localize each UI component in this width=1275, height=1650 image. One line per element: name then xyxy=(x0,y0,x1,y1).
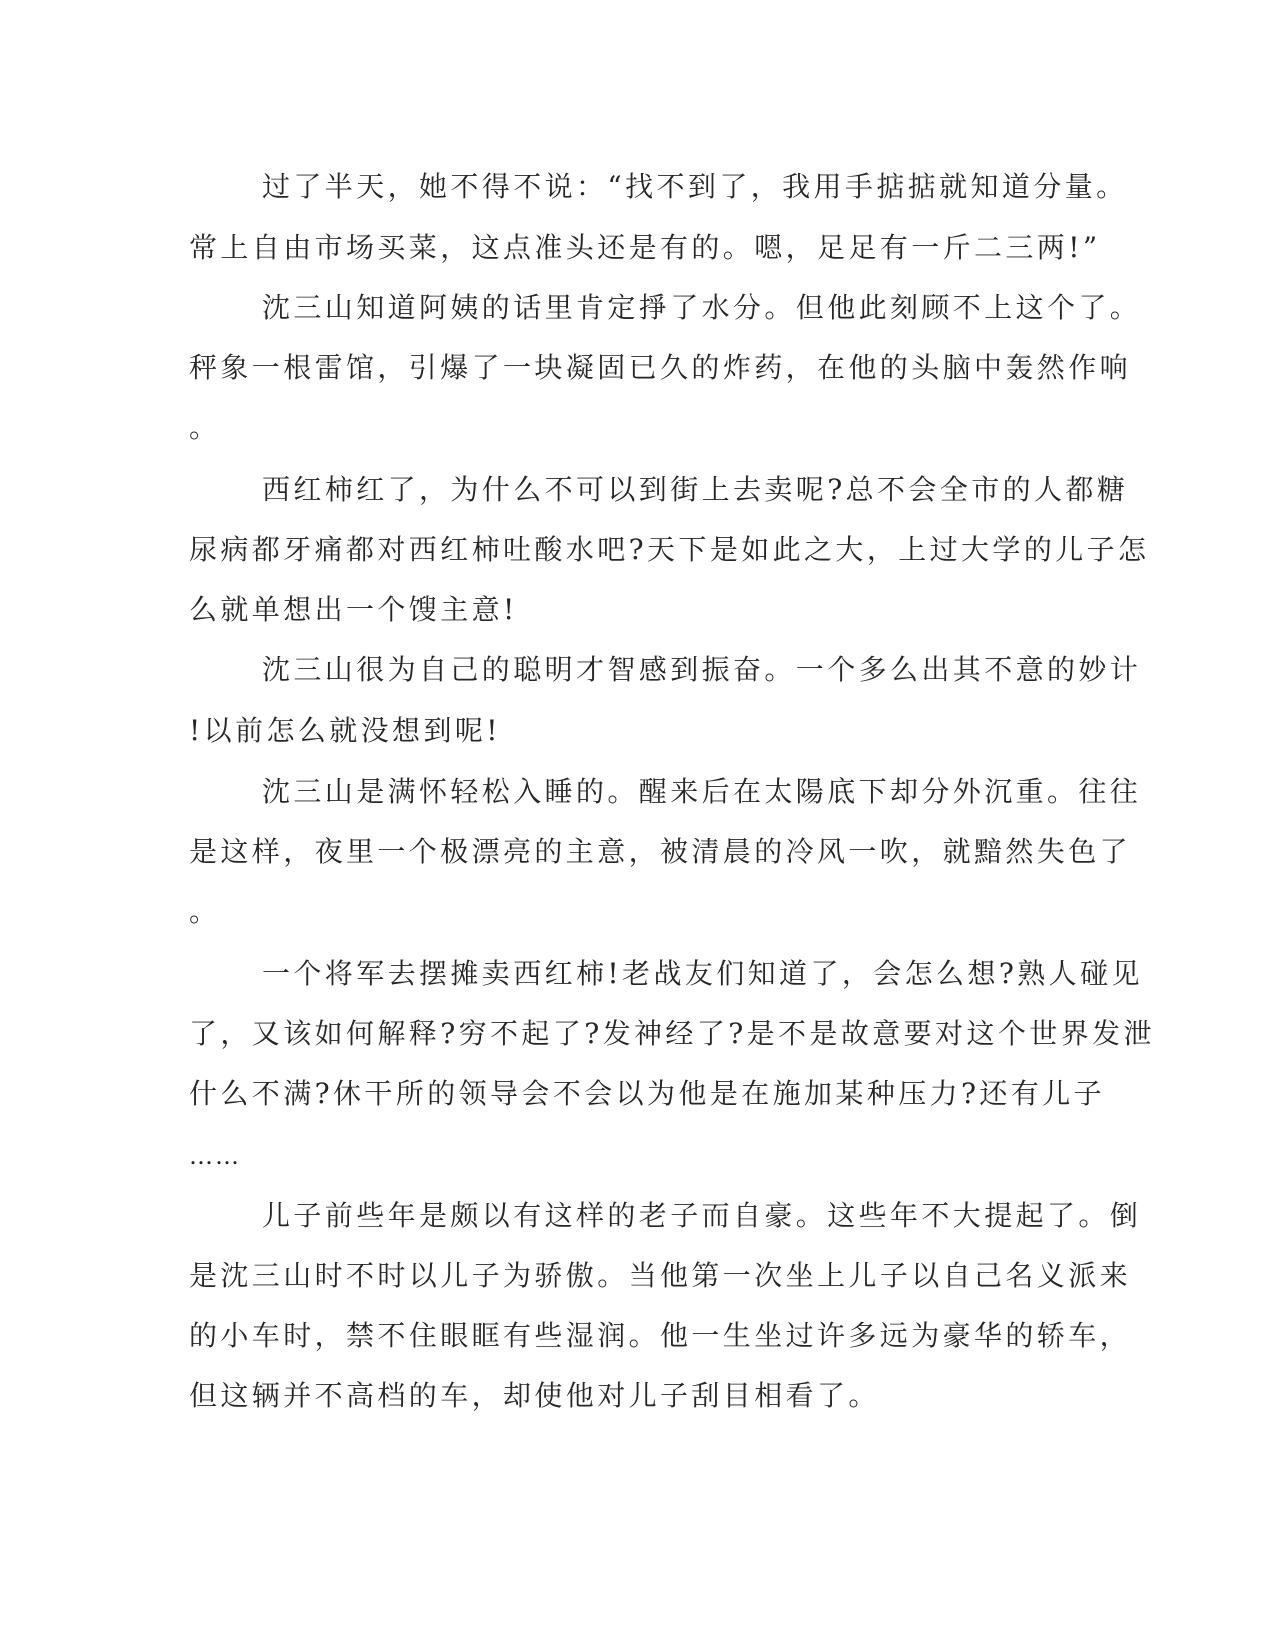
text-line: 尿病都牙痛都对西红柿吐酸水吧?天下是如此之大，上过大学的儿子怎 xyxy=(189,533,1150,566)
text-line: …… xyxy=(189,1142,241,1170)
text-line: 是沈三山时不时以儿子为骄傲。当他第一次坐上儿子以自己名义派来 xyxy=(189,1259,1132,1292)
text-line: 。 xyxy=(189,411,221,444)
text-line: 什么不满?休干所的领导会不会以为他是在施加某种压力?还有儿子 xyxy=(189,1077,1106,1110)
text-line: !以前怎么就没想到呢! xyxy=(189,714,501,747)
text-line: 一个将军去摆摊卖西红柿!老战友们知道了，会怎么想?熟人碰见 xyxy=(262,957,1143,990)
text-line: 儿子前些年是颇以有这样的老子而自豪。这些年不大提起了。倒 xyxy=(262,1199,1142,1232)
text-line: 是这样，夜里一个极漂亮的主意，被清晨的冷风一吹，就黯然失色了 xyxy=(189,835,1132,868)
text-line: 沈三山很为自己的聪明才智感到振奋。一个多么出其不意的妙计 xyxy=(262,653,1142,686)
text-line: 过了半天，她不得不说：“找不到了，我用手掂掂就知道分量。 xyxy=(262,170,1128,203)
text-line: 沈三山是满怀轻松入睡的。醒来后在太陽底下却分外沉重。往往 xyxy=(262,775,1142,808)
text-line: 西红柿红了，为什么不可以到街上去卖呢?总不会全市的人都糖 xyxy=(262,473,1129,506)
text-line: 秤象一根雷馆，引爆了一块凝固已久的炸药，在他的头脑中轰然作响 xyxy=(189,351,1132,384)
text-line: 。 xyxy=(189,895,221,928)
text-line: 了，又该如何解释?穷不起了?发神经了?是不是故意要对这个世界发泄 xyxy=(189,1017,1155,1050)
text-line: 常上自由市场买菜，这点准头还是有的。嗯，足足有一斤二三两!” xyxy=(189,231,1101,264)
text-line: 么就单想出一个馊主意! xyxy=(189,593,518,626)
text-line: 但这辆并不高档的车，却使他对儿子刮目相看了。 xyxy=(189,1379,880,1412)
text-line: 沈三山知道阿姨的话里肯定掙了水分。但他此刻顾不上这个了。 xyxy=(262,291,1142,324)
text-line: 的小车时，禁不住眼眶有些湿润。他一生坐过许多远为豪华的轿车， xyxy=(189,1319,1132,1352)
